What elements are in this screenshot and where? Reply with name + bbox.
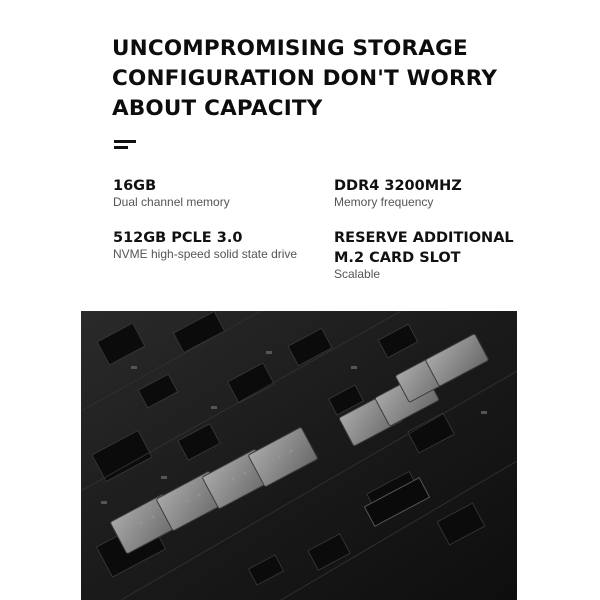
spec-memory-frequency <box>334 176 462 210</box>
spec-memory-capacity <box>113 176 230 210</box>
decorative-bar-top <box>114 140 136 143</box>
spec-m2-slot <box>334 228 514 282</box>
spec-ssd <box>113 228 297 262</box>
spec-title-line-2: M.2 CARD SLOT <box>334 250 461 266</box>
headline-line-2: CONFIGURATION DON'T WORRY <box>112 66 498 91</box>
motherboard-image <box>81 311 517 600</box>
spec-description: Memory frequency <box>334 195 434 209</box>
spec-description: Dual channel memory <box>113 195 230 209</box>
decorative-bar-bottom <box>114 146 128 149</box>
headline-line-3: ABOUT CAPACITY <box>112 96 323 121</box>
spec-description: NVME high-speed solid state drive <box>113 247 298 261</box>
headline-line-1: UNCOMPROMISING STORAGE <box>112 36 468 61</box>
spec-title: 16GB <box>113 178 157 194</box>
headline <box>112 34 532 124</box>
spec-title-line-1: RESERVE ADDITIONAL <box>334 230 514 246</box>
spec-title: DDR4 3200MHZ <box>334 178 462 194</box>
spec-description: Scalable <box>334 267 381 281</box>
spec-title: 512GB PCLE 3.0 <box>113 230 243 246</box>
